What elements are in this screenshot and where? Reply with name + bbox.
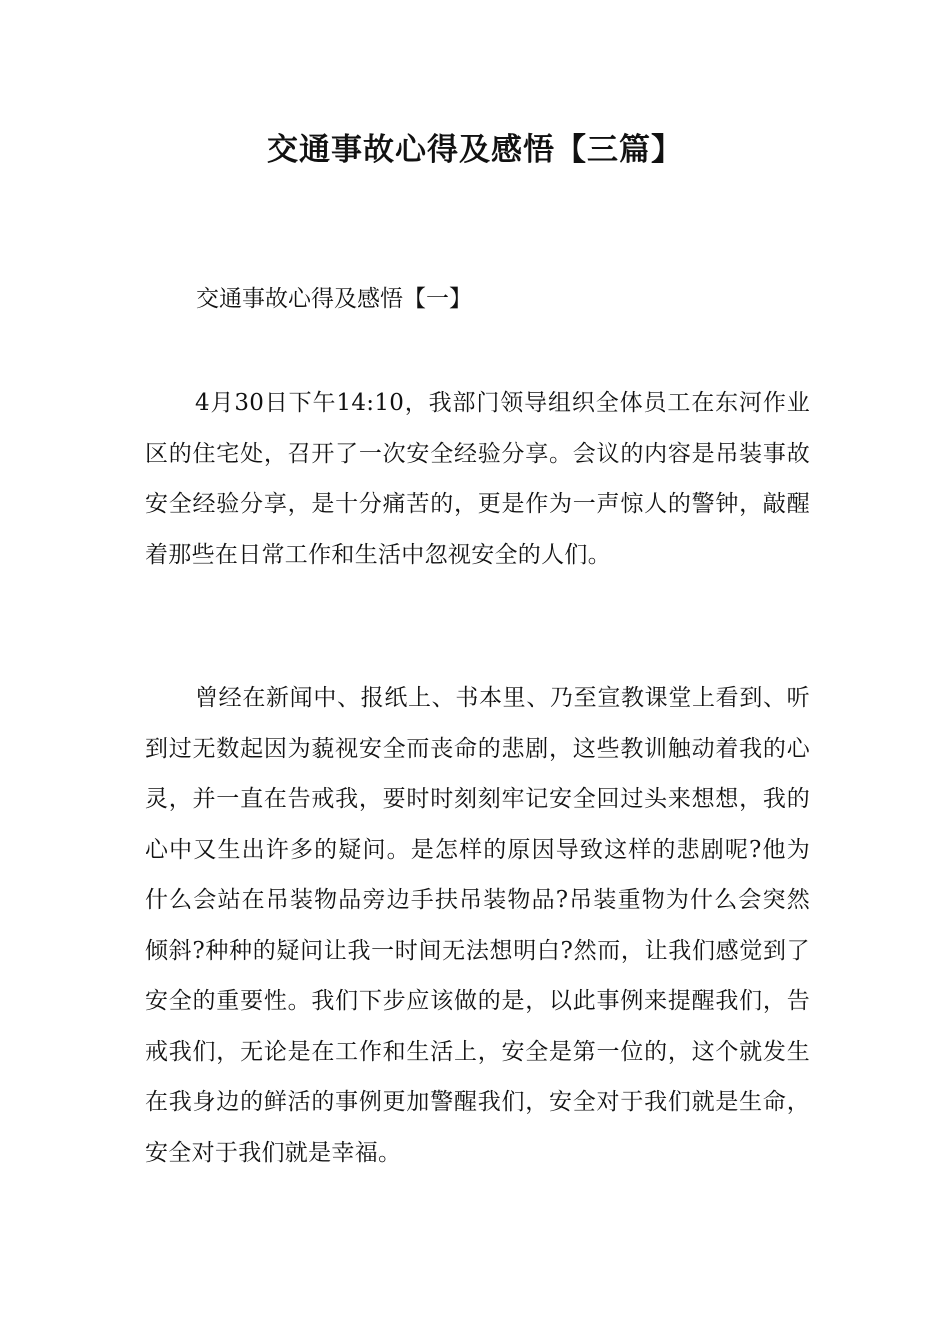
section-heading: 交通事故心得及感悟【一】: [196, 286, 472, 312]
body-paragraph: 曾经在新闻中、报纸上、书本里、乃至宣教课堂上看到、听到过无数起因为藐视安全而丧命的悲剧，这些教训触动着我的心灵，并一直在告戒我，要时时刻刻牢记安全回过头来想想，我的心中又生出许多的疑问。是怎样的原因导致这样的悲剧呢?他为什么会站在吊装物品旁边手扶吊装物品?吊装重物为什么会突然倾斜?种种的疑问让我一时间无法想明白?然而，让我们感觉到了安全的重要性。我们下步应该做的是，以此事例来提醒我们，告戒我们，无论是在工作和生活上，安全是第一位的，这个就发生在我身边的鲜活的事例更加警醒我们，安全对于我们就是生命，安全对于我们就是幸福。: [145, 685, 810, 1166]
body-paragraph: 4月30日下午14:10，我部门领导组织全体员工在东河作业区的住宅处，召开了一次安全经验分享。会议的内容是吊装事故安全经验分享，是十分痛苦的，更是作为一声惊人的警钟，敲醒着那些在日常工作和生活中忽视安全的人们。: [145, 390, 810, 568]
document-title: 交通事故心得及感悟【三篇】: [267, 132, 683, 168]
